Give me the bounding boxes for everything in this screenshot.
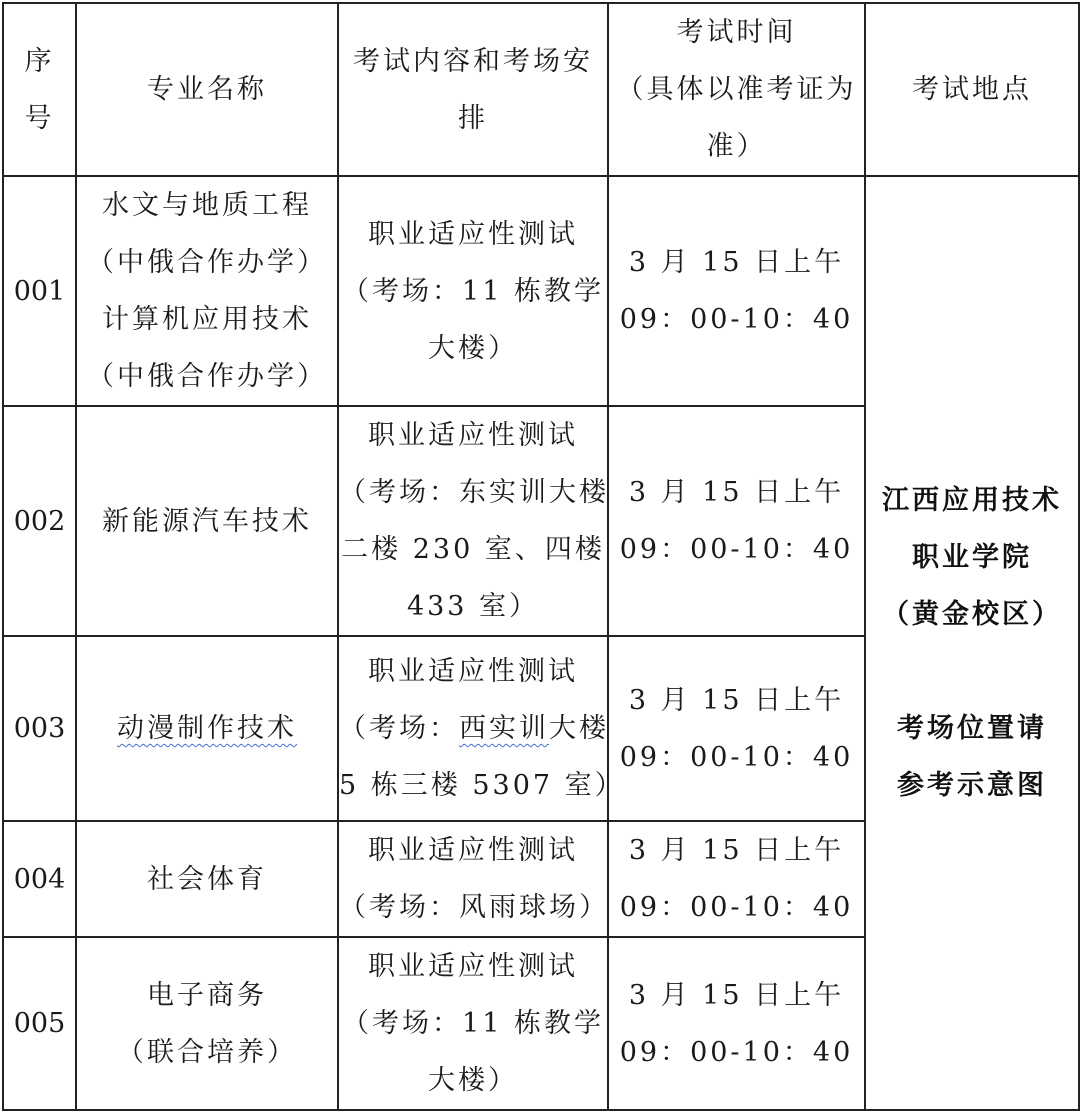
row-content: 职业适应性测试 （考场：风雨球场） (338, 821, 608, 937)
row-time: 3 月 15 日上午 09：00-10：40 (608, 937, 865, 1110)
row-time: 3 月 15 日上午 09：00-10：40 (608, 821, 865, 937)
row-content: 职业适应性测试 （考场：西实训大楼 5 栋三楼 5307 室） (338, 636, 608, 821)
row-content: 职业适应性测试 （考场：11 栋教学 大楼） (338, 937, 608, 1110)
header-seq: 序 号 (3, 3, 76, 176)
row-seq: 005 (3, 937, 76, 1110)
exam-schedule-table (2, 2, 1080, 1111)
row-time: 3 月 15 日上午 09：00-10：40 (608, 406, 865, 636)
row-major (76, 636, 338, 821)
row-content: 职业适应性测试 （考场：11 栋教学 大楼） (338, 176, 608, 406)
table-row (3, 176, 1079, 406)
header-location: 考试地点 (865, 3, 1079, 176)
row-major: 新能源汽车技术 (76, 406, 338, 636)
spellcheck-squiggle: 西实训 (459, 713, 549, 744)
header-content: 考试内容和考场安 排 (338, 3, 608, 176)
exam-schedule-sheet (2, 2, 1078, 1101)
header-time: 考试时间 （具体以准考证为 准） (608, 3, 865, 176)
row-seq: 004 (3, 821, 76, 937)
row-time: 3 月 15 日上午 09：00-10：40 (608, 636, 865, 821)
row-major: 水文与地质工程 （中俄合作办学） 计算机应用技术 （中俄合作办学） (76, 176, 338, 406)
header-major: 专业名称 (76, 3, 338, 176)
spellcheck-squiggle: 动漫制作技术 (117, 713, 297, 744)
row-content: 职业适应性测试 （考场：东实训大楼 二楼 230 室、四楼 433 室） (338, 406, 608, 636)
row-time: 3 月 15 日上午 09：00-10：40 (608, 176, 865, 406)
row-seq: 003 (3, 636, 76, 821)
row-seq: 002 (3, 406, 76, 636)
header-row (3, 3, 1079, 176)
row-major: 社会体育 (76, 821, 338, 937)
row-seq: 001 (3, 176, 76, 406)
location-cell: 江西应用技术 职业学院 （黄金校区） 考场位置请 参考示意图 (865, 176, 1079, 1110)
row-major: 电子商务 （联合培养） (76, 937, 338, 1110)
